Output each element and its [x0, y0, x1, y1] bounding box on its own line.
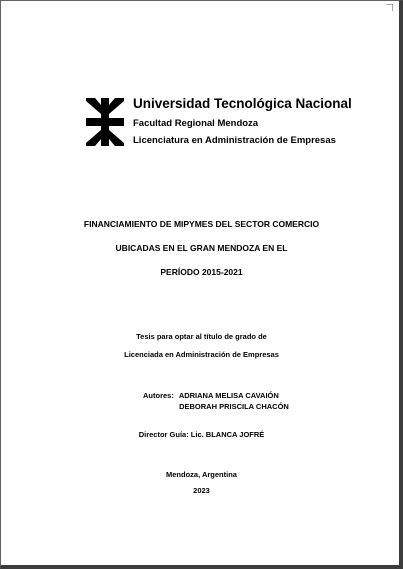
thesis-purpose-line-2: Licenciada en Administración de Empresas: [124, 350, 279, 359]
thesis-title-line-1: FINANCIAMIENTO DE MIPYMES DEL SECTOR COMERCIO: [83, 219, 320, 229]
thesis-title-line-2: UBICADAS EN EL GRAN MENDOZA EN EL: [115, 243, 288, 253]
thesis-purpose-line-1: Tesis para optar al título de grado de: [136, 332, 267, 341]
institution-header: [133, 95, 352, 149]
author-name: DEBORAH PRISCILA CHACÓN: [179, 402, 289, 411]
authors-label: Autores:: [143, 391, 174, 400]
director-line: Director Guía: Lic. BLANCA JOFRÉ: [138, 430, 265, 439]
career-name: Licenciatura en Administración de Empresas: [133, 135, 336, 146]
utn-logo-icon: [86, 98, 124, 146]
corner-mark-icon: [386, 4, 393, 11]
authors-block: [143, 390, 289, 412]
university-name: Universidad Tecnológica Nacional: [133, 96, 352, 111]
author-name: ADRIANA MELISA CAVAIÓN: [178, 391, 279, 400]
place-line: Mendoza, Argentina: [166, 470, 237, 479]
thesis-title-line-3: PERÍODO 2015-2021: [160, 267, 243, 277]
faculty-name: Facultad Regional Mendoza: [133, 118, 259, 129]
year-line: 2023: [193, 486, 210, 495]
